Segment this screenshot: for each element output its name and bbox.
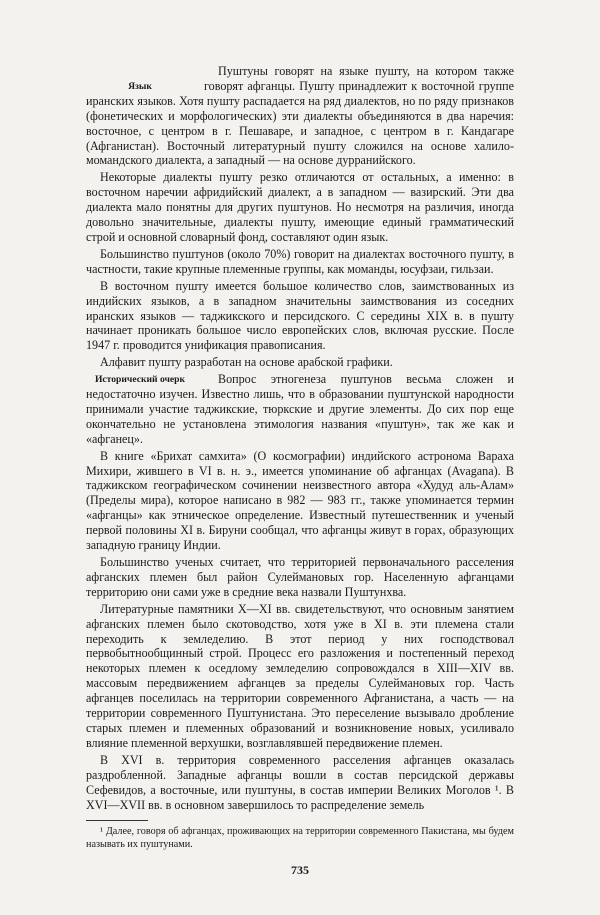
paragraph-text: В XVI в. территория современного расселения афганцев оказалась раздробленной. Западные афганцы вошли в состав персидской державы Сефевидов, а восточные, или пуштуны, в состав империи Великих Моголов ¹. В XVI—XVII вв. в основном завершилось то распределение земель	[86, 752, 514, 812]
paragraph	[86, 602, 514, 751]
paragraph	[86, 753, 514, 813]
paragraph-text: В книге «Брихат самхита» (О космографии) индийского астронома Вараха Михири, жившего в VI в. н. э., имеется упоминание об афганцах (Avagana). В таджикском географическом сочинении неизвестного автора «Худуд аль-Алам» (Пределы мира), которое написано в 982 — 983 гг., также упоминается термин «афганцы» как этническое определение. Известный путешественник и ученый первой половины XI в. Бируни сообщал, что афганцы живут в горах, образующих западную границу Индии.	[86, 448, 514, 553]
paragraph-text: Большинство пуштунов (около 70%) говорит на диалектах восточного пушту, в частности, такие крупные племенные группы, как моманды, юсуфзаи, гильзаи.	[86, 246, 514, 276]
paragraph	[86, 64, 514, 168]
footnote-divider	[86, 820, 148, 821]
paragraph-text: В восточном пушту имеется большое количество слов, заимствованных из индийских языков, а в западном значительны заимствования из соседних иранских языков — таджикского и персидского. С середины XIX в. в пушту начинает проникать большое число европейских слов, включая русские. После 1947 г. проводится унификация правописания.	[86, 278, 514, 353]
margin-heading-language: Язык	[128, 81, 152, 92]
paragraph-text: Вопрос этногенеза пуштунов весьма сложен и недостаточно изучен. Известно лишь, что в образовании пуштунской народности принимали участие таджикские, тюркские и другие элементы. До сих пор еще окончательно не установлена этимология названия «пуштун», так же как и «афганец».	[86, 372, 514, 446]
paragraph	[86, 449, 514, 553]
paragraph-text: Алфавит пушту разработан на основе арабской графики.	[100, 355, 393, 370]
paragraph	[86, 170, 514, 245]
paragraph-text: Пуштуны говорят на языке пушту, на котором также говорят афганцы. Пушту принадлежит к восточной группе иранских языков. Хотя пушту распадается на ряд диалектов, но по ряду признаков (фонетических и морфологических) эти диалекты объединяются в два наречия: восточное, с центром в г. Пешаваре, и западное, с центром в г. Кандагаре (Афганистан). Восточный литературный пушту сложился на основе халило-момандского диалекта, а западный — на основе дурранийского.	[86, 64, 514, 168]
paragraph	[86, 279, 514, 354]
paragraph	[86, 355, 514, 370]
paragraph	[86, 247, 514, 277]
footnote: ¹ Далее, говоря об афганцах, проживающих на территории современного Пакистана, мы будем называть их пуштунами.	[86, 826, 514, 850]
page-number: 735	[291, 863, 309, 878]
margin-heading-history: Исторический очерк	[94, 374, 186, 386]
paragraph-text: Литературные памятники X—XI вв. свидетельствуют, что основным занятием афганских племен было скотоводство, хотя уже в XI в. эти племена стали переходить к земледелию. В этот период у них господствовал первобытнообщинный строй. Процесс его разложения и постепенный переход некоторых племен к оседлому земледелию сопровождался в XIII—XIV вв. массовым передвижением афганцев за пределы Сулеймановых гор. Часть афганцев поселилась на территории современного Афганистана, а часть — на территории современного Пуштунистана. Это переселение вызывало дробление старых племен и племенных образований и возникновение новых, усиливало влияние племенной верхушки, возглавлявшей передвижение племен.	[86, 601, 514, 750]
paragraph	[86, 372, 514, 447]
paragraph-text: Некоторые диалекты пушту резко отличаются от остальных, а именно: в восточном наречии афридийский диалект, а в западном — вазирский. Эти два диалекта мало понятны для других пуштунов. Но несмотря на различия, иногда довольно значительные, диалекты пушту, имеющие единый грамматический строй и основной словарный фонд, составляют один язык.	[86, 170, 514, 244]
paragraph-text: Большинство ученых считает, что территорией первоначального расселения афганских племен был район Сулеймановых гор. Населенную афганцами территорию они сами уже в средние века назвали Пуштунхва.	[86, 555, 514, 599]
paragraph	[86, 555, 514, 600]
